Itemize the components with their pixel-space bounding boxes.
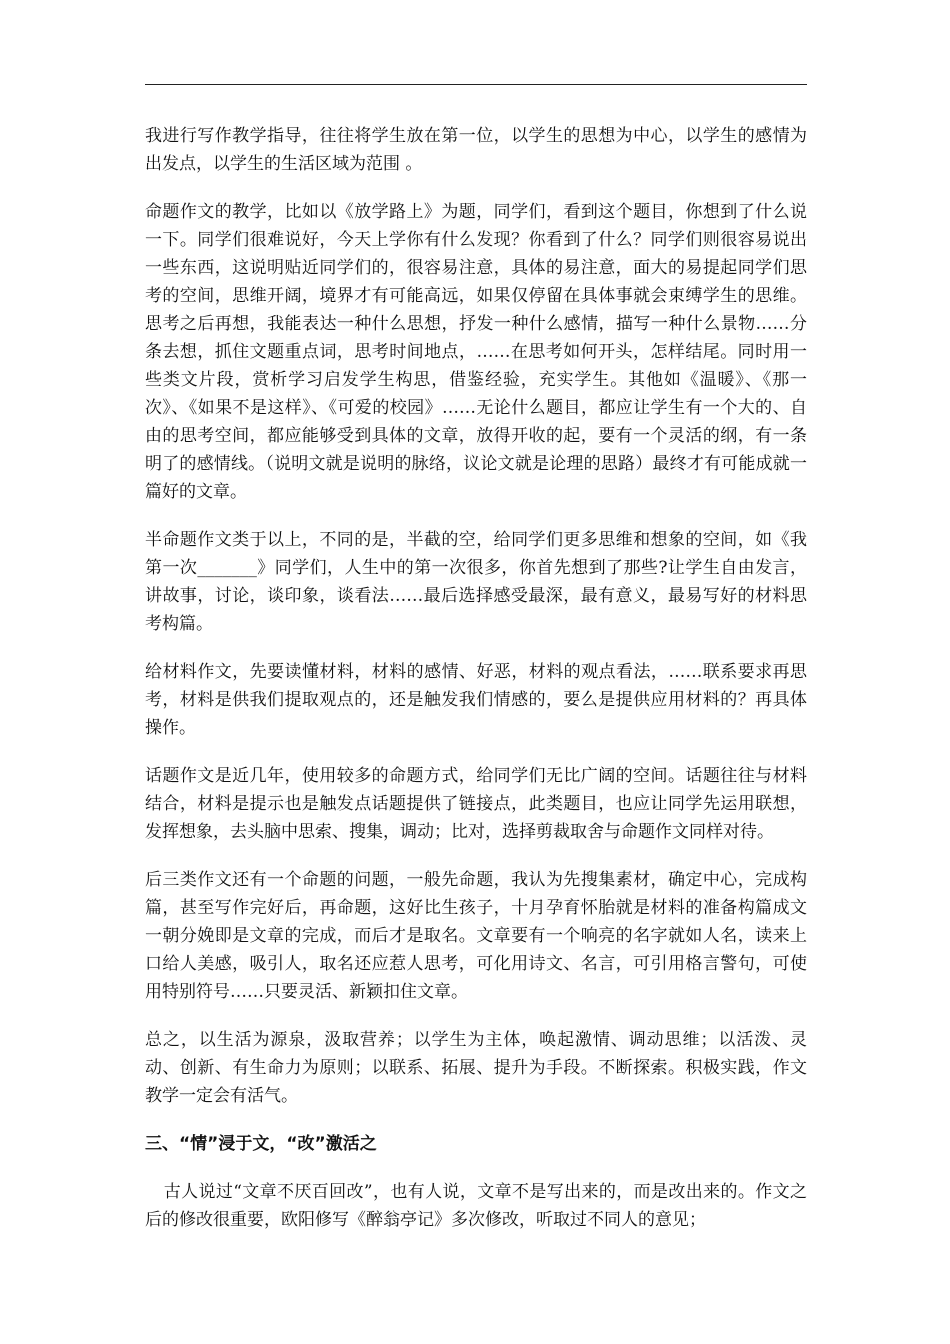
header-rule xyxy=(145,84,807,85)
paragraph-intro: 我进行写作教学指导，往往将学生放在第一位，以学生的思想为中心，以学生的感情为出发点，以学生的生活区域为范围 。 xyxy=(145,126,807,174)
paragraph-material-essay: 给材料作文，先要读懂材料，材料的感情、好恶，材料的观点看法，……联系要求再思考，材料是供我们提取观点的，还是触发我们情感的，要么是提供应用材料的？再具体操作。 xyxy=(145,662,807,738)
document-body xyxy=(145,122,807,1254)
section-heading: 三、“情”浸于文，“改”激活之 xyxy=(145,1134,377,1154)
paragraph-half-topic-essay: 半命题作文类于以上，不同的是，半截的空，给同学们更多思维和想象的空间，如《我第一次_______》同学们，人生中的第一次很多，你首先想到了那些?让学生自由发言，讲故事，讨论，谈印象，谈看法……最后选择感受最深，最有意义，最易写好的材料思考构篇。 xyxy=(145,530,807,634)
paragraph-topic-essay: 命题作文的教学，比如以《放学路上》为题，同学们，看到这个题目，你想到了什么说一下。同学们很难说好，今天上学你有什么发现？你看到了什么？同学们则很容易说出一些东西，这说明贴近同学们的，很容易注意，具体的易注意，面大的易提起同学们思考的空间，思维开阔，境界才有可能高远，如果仅停留在具体事就会束缚学生的思维。思考之后再想，我能表达一种什么思想，抒发一种什么感情，描写一种什么景物……分条去想，抓住文题重点词，思考时间地点，……在思考如何开头，怎样结尾。同时用一些类文片段，赏析学习启发学生构思，借鉴经验，充实学生。其他如《温暖》、《那一次》、《如果不是这样》、《可爱的校园》……无论什么题目，都应让学生有一个大的、自由的思考空间，都应能够受到具体的文章，放得开收的起，要有一个灵活的纲，有一条明了的感情线。（说明文就是说明的脉络，议论文就是论理的思路）最终才有可能成就一篇好的文章。 xyxy=(145,202,807,502)
paragraph-theme-essay: 话题作文是近几年，使用较多的命题方式，给同学们无比广阔的空间。话题往往与材料结合，材料是提示也是触发点话题提供了链接点，此类题目，也应让同学先运用联想，发挥想象，去头脑中思索、搜集，调动；比对，选择剪裁取舍与命题作文同样对待。 xyxy=(145,766,807,842)
paragraph-summary: 总之，以生活为源泉，汲取营养；以学生为主体，唤起激情、调动思维；以活泼、灵动、创新、有生命力为原则；以联系、拓展、提升为手段。不断探索。积极实践，作文教学一定会有活气。 xyxy=(145,1030,807,1106)
paragraph-naming: 后三类作文还有一个命题的问题，一般先命题，我认为先搜集素材，确定中心，完成构篇，甚至写作完好后，再命题，这好比生孩子，十月孕育怀胎就是材料的准备构篇成文一朝分娩即是文章的完成，而后才是取名。文章要有一个响亮的名字就如人名，读来上口给人美感，吸引人，取名还应惹人思考，可化用诗文、名言，可引用格言警句，可使用特别符号……只要灵活、新颖扣住文章。 xyxy=(145,870,807,1002)
paragraph-revision: 古人说过“文章不厌百回改”，也有人说，文章不是写出来的，而是改出来的。作文之后的修改很重要，欧阳修写《醉翁亭记》多次修改，听取过不同人的意见； xyxy=(145,1182,807,1230)
